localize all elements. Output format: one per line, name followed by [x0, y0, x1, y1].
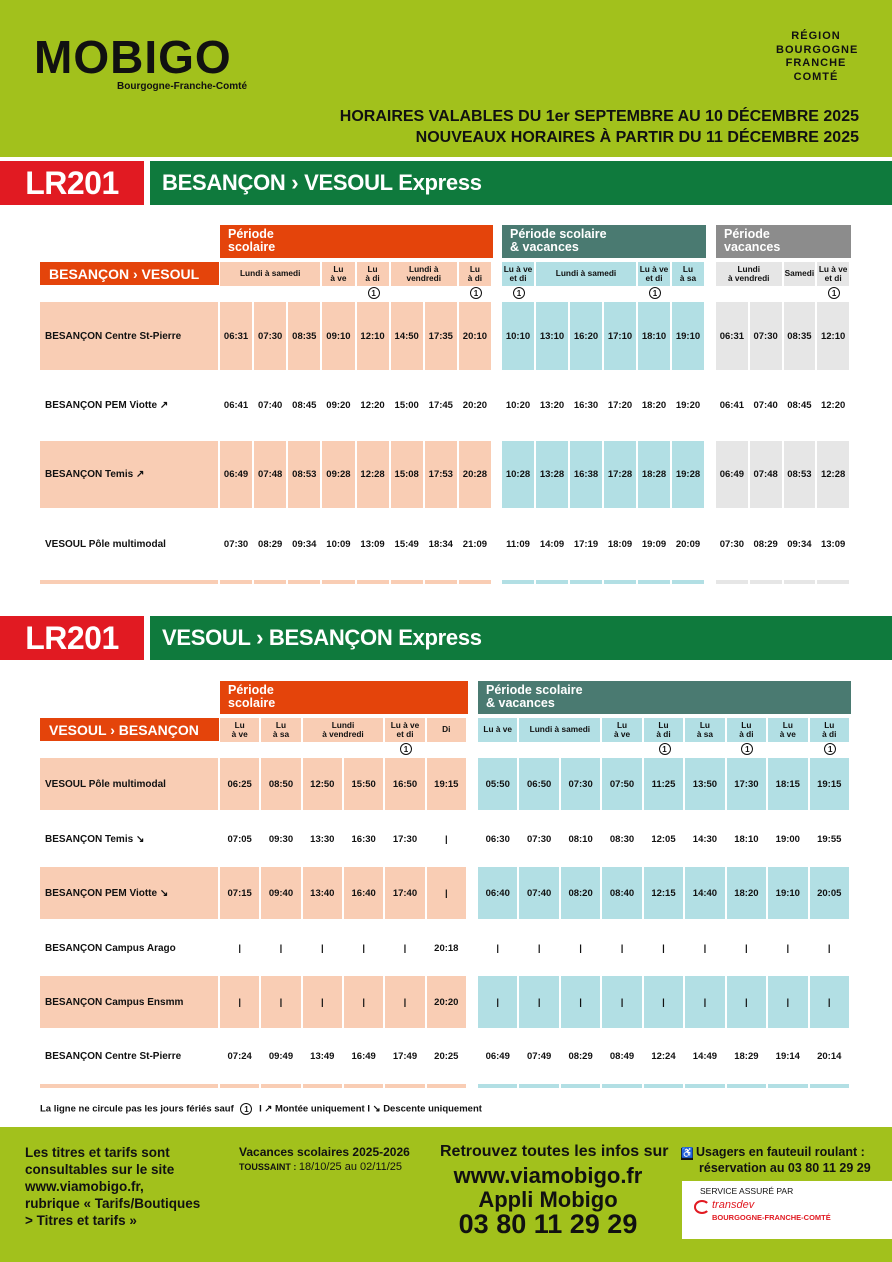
time-cell: 11:09: [506, 538, 530, 550]
time-cell: 15:49: [394, 538, 419, 550]
note-1-icon: 1: [400, 743, 412, 755]
row-shade: [344, 1084, 383, 1088]
day-header: Lu à ve et di: [638, 262, 670, 286]
time-cell: 12:20: [360, 400, 385, 411]
time-cell: 18:10: [734, 833, 759, 845]
time-cell: 14:49: [692, 1050, 718, 1062]
note-1-icon: 1: [659, 743, 671, 755]
time-cell: 20:14: [817, 1050, 842, 1062]
time-cell: 13:40: [310, 887, 335, 899]
time-cell: 07:30: [223, 538, 249, 550]
period-header: Période scolaire: [220, 225, 493, 258]
row-shade: [570, 580, 602, 584]
time-cell: 08:30: [609, 833, 635, 845]
time-cell: 18:10: [641, 330, 667, 342]
row-shade: [810, 1084, 849, 1088]
stop-name: BESANÇON Campus Ensmm: [40, 976, 218, 1028]
row-shade: [750, 580, 782, 584]
time-cell: 17:45: [428, 400, 453, 411]
time-cell: 09:40: [268, 887, 294, 899]
time-cell: 08:20: [568, 887, 593, 899]
time-cell: |: [745, 942, 748, 954]
region-line: BOURGOGNE: [776, 43, 859, 56]
stop-name: BESANÇON Temis ↗: [40, 441, 218, 508]
day-header: Lu à sa: [672, 262, 704, 286]
legend-text: La ligne ne circule pas les jours fériés sauf: [40, 1103, 234, 1115]
tariffs-info: Les titres et tarifs sont consultables sur le site www.viamobigo.fr, rubrique « Tarifs/Boutiques > Titres et tarifs »: [25, 1145, 201, 1228]
row-shade: [519, 1084, 558, 1088]
row-shade: [602, 1084, 641, 1088]
stop-name: BESANÇON Centre St-Pierre: [40, 302, 218, 370]
route-title: BESANÇON › VESOUL Express: [150, 161, 892, 205]
row-shade: [459, 580, 491, 584]
day-header: Lundi à samedi: [536, 262, 636, 286]
day-header: Lu à di: [727, 718, 766, 742]
time-cell: 16:40: [351, 887, 376, 899]
period-header: Période vacances: [716, 225, 851, 258]
time-cell: 09:20: [326, 400, 351, 411]
time-cell: 17:40: [392, 887, 418, 899]
time-cell: 20:25: [434, 1050, 459, 1062]
time-cell: 12:50: [310, 778, 335, 790]
row-shade: [561, 1084, 600, 1088]
stop-name: BESANÇON Centre St-Pierre: [45, 1050, 182, 1062]
time-cell: 06:31: [223, 330, 249, 342]
time-cell: |: [827, 942, 831, 954]
route-bar: [0, 616, 892, 660]
time-cell: 12:15: [651, 887, 676, 899]
time-cell: 17:19: [573, 538, 599, 550]
time-cell: |: [703, 942, 707, 954]
time-cell: 19:09: [641, 538, 667, 550]
time-cell: 17:20: [607, 400, 633, 411]
header: [0, 0, 892, 157]
note-1-icon: 1: [741, 743, 753, 755]
time-cell: 06:49: [719, 469, 745, 480]
direction-label: BESANÇON › VESOUL: [40, 262, 219, 285]
note-1-icon: 1: [828, 287, 840, 299]
time-cell: 19:20: [675, 400, 701, 411]
time-cell: 06:25: [227, 778, 252, 790]
time-cell: 07:30: [568, 778, 593, 790]
phone-number[interactable]: 03 80 11 29 29: [458, 1209, 638, 1239]
time-cell: 08:29: [753, 538, 778, 550]
time-cell: 15:00: [394, 400, 419, 411]
day-header: Lu à sa: [261, 718, 300, 742]
operator-name: transdev: [712, 1199, 755, 1211]
time-cell: |: [444, 833, 448, 845]
time-cell: 08:10: [568, 833, 593, 845]
time-cell: |: [279, 996, 283, 1008]
time-cell: |: [496, 942, 500, 954]
row-shade: [357, 580, 389, 584]
time-cell: 19:15: [817, 778, 842, 790]
time-cell: 20:20: [462, 400, 488, 411]
row-shade: [685, 1084, 724, 1088]
note-1-icon: 1: [513, 287, 525, 299]
stop-name: BESANÇON Campus Arago: [45, 942, 176, 954]
row-shade: [303, 1084, 342, 1088]
day-header: Lu à ve: [768, 718, 807, 742]
day-header: Lu à sa: [685, 718, 724, 742]
time-cell: |: [238, 996, 241, 1008]
time-cell: 07:30: [753, 330, 778, 342]
time-cell: 07:30: [258, 330, 283, 342]
note-1-icon: 1: [649, 287, 661, 299]
time-cell: 07:15: [227, 887, 252, 899]
time-cell: 13:09: [820, 538, 846, 550]
time-cell: 16:50: [392, 778, 418, 790]
time-cell: 15:50: [351, 778, 376, 790]
row-shade: [254, 580, 286, 584]
holidays-info: TOUSSAINT : 18/10/25 au 02/11/25: [239, 1161, 403, 1173]
period-header: Période scolaire & vacances: [502, 225, 706, 258]
route-title: VESOUL › BESANÇON Express: [150, 616, 892, 660]
period-header: Période scolaire & vacances: [478, 681, 851, 714]
time-cell: |: [537, 996, 541, 1008]
row-shade: [40, 1084, 218, 1088]
row-shade: [261, 1084, 300, 1088]
day-header: Di: [427, 718, 466, 742]
day-header: Lundi à samedi: [519, 718, 600, 742]
day-header: Lundi à samedi: [220, 262, 320, 286]
time-cell: 17:30: [734, 778, 759, 790]
time-cell: |: [786, 996, 790, 1008]
mobigo-logo: MOBIGO: [34, 31, 232, 83]
region-line: COMTÉ: [793, 70, 839, 83]
time-cell: 06:41: [223, 400, 249, 411]
time-cell: 18:34: [428, 538, 453, 550]
row-shade: [427, 1084, 466, 1088]
time-cell: 18:09: [607, 538, 633, 550]
time-cell: 10:09: [326, 538, 351, 550]
time-cell: 06:40: [485, 887, 510, 899]
time-cell: |: [320, 942, 324, 954]
time-cell: 10:20: [505, 400, 531, 411]
time-cell: 15:08: [394, 469, 419, 480]
time-cell: 17:35: [428, 330, 453, 342]
time-cell: |: [537, 942, 541, 954]
time-cell: 14:09: [539, 538, 565, 550]
day-header: Lu à ve et di: [385, 718, 424, 742]
validity-line: NOUVEAUX HORAIRES À PARTIR DU 11 DÉCEMBRE 2025: [415, 129, 859, 146]
time-cell: 18:29: [734, 1050, 759, 1062]
row-shade: [502, 580, 534, 584]
time-cell: 16:49: [351, 1050, 376, 1062]
day-header: Lu à ve: [220, 718, 259, 742]
stop-name: BESANÇON Temis ↘: [45, 833, 145, 845]
legend-down: ↘ Descente uniquement: [372, 1103, 482, 1115]
time-cell: 12:05: [651, 833, 676, 845]
row-shade: [727, 1084, 766, 1088]
time-cell: 08:45: [292, 400, 317, 411]
row-shade: [40, 580, 218, 584]
day-header: Lundi à vendredi: [391, 262, 457, 286]
day-header: Lu à ve et di: [502, 262, 534, 286]
time-cell: 13:20: [539, 400, 565, 411]
row-shade: [220, 1084, 259, 1088]
day-header: Lu à ve: [478, 718, 517, 742]
time-cell: |: [320, 996, 324, 1008]
row-shade: [536, 580, 568, 584]
time-cell: 07:49: [527, 1050, 552, 1062]
time-cell: 08:45: [787, 400, 812, 411]
time-cell: 06:30: [485, 833, 510, 845]
time-cell: 17:28: [607, 469, 633, 480]
transdev-logo-icon: [694, 1200, 710, 1214]
day-header: Lu à di: [810, 718, 849, 742]
time-cell: 16:38: [573, 469, 599, 480]
time-cell: |: [496, 996, 500, 1008]
row-shade: [385, 1084, 424, 1088]
time-cell: 07:48: [753, 469, 778, 480]
time-cell: 08:49: [609, 1050, 635, 1062]
time-cell: |: [620, 942, 624, 954]
time-cell: 07:48: [258, 469, 283, 480]
time-cell: 10:10: [505, 330, 531, 342]
time-cell: 12:24: [651, 1050, 676, 1062]
note-1-icon: 1: [824, 743, 836, 755]
day-header: Lu à di: [459, 262, 491, 286]
time-cell: 06:49: [223, 469, 249, 480]
time-cell: 09:28: [326, 469, 351, 480]
time-cell: |: [579, 996, 582, 1008]
time-cell: 09:30: [268, 833, 294, 845]
row-shade: [220, 580, 252, 584]
row-shade: [784, 580, 816, 584]
time-cell: |: [786, 942, 790, 954]
time-cell: 09:34: [787, 538, 812, 550]
note-1-icon: 1: [470, 287, 482, 299]
time-cell: |: [620, 996, 624, 1008]
time-cell: 20:09: [675, 538, 701, 550]
time-cell: 19:00: [775, 833, 800, 845]
time-cell: 16:30: [351, 833, 376, 845]
row-shade: [716, 580, 748, 584]
time-cell: 17:49: [392, 1050, 418, 1062]
row-shade: [768, 1084, 807, 1088]
time-cell: 06:50: [527, 778, 552, 790]
operator-box: [682, 1181, 892, 1239]
time-cell: 08:35: [787, 330, 812, 342]
day-header: Lu à ve: [602, 718, 641, 742]
time-cell: 08:40: [609, 887, 635, 899]
time-cell: |: [403, 942, 407, 954]
time-cell: 07:40: [753, 400, 778, 411]
time-cell: 19:10: [775, 887, 800, 899]
time-cell: 07:24: [227, 1050, 252, 1062]
route-bar: [0, 161, 892, 205]
day-header: Samedi: [784, 262, 816, 286]
line-code: LR201: [0, 616, 144, 660]
time-cell: 16:30: [573, 400, 599, 411]
time-cell: 16:20: [573, 330, 599, 342]
time-cell: 08:53: [787, 469, 812, 480]
time-cell: 13:09: [360, 538, 385, 550]
time-cell: 07:30: [719, 538, 745, 550]
time-cell: 14:50: [394, 330, 419, 342]
app-name: Appli Mobigo: [478, 1187, 618, 1212]
wheelchair-info: ♿ Usagers en fauteuil roulant : réservation au 03 80 11 29 29: [681, 1145, 871, 1175]
operator-region: BOURGOGNE-FRANCHE-COMTÉ: [712, 1213, 831, 1222]
info-title: Retrouvez toutes les infos sur: [440, 1143, 669, 1160]
holidays-title: Vacances scolaires 2025-2026: [239, 1145, 410, 1159]
day-header: Lundi à vendredi: [303, 718, 384, 742]
time-cell: 11:25: [651, 778, 676, 790]
time-cell: 17:10: [607, 330, 633, 342]
row-shade: [391, 580, 423, 584]
row-shade: [288, 580, 320, 584]
validity-notice: [340, 106, 859, 148]
day-header: Lu à di: [357, 262, 389, 286]
time-cell: 21:09: [462, 538, 488, 550]
service-label: SERVICE ASSURÉ PAR: [700, 1186, 794, 1196]
direction-label: VESOUL › BESANÇON: [40, 718, 219, 741]
time-cell: 08:35: [292, 330, 317, 342]
stop-name: VESOUL Pôle multimodal: [40, 758, 218, 810]
time-cell: 13:50: [692, 778, 718, 790]
time-cell: 08:53: [292, 469, 317, 480]
day-header: Lundi à vendredi: [716, 262, 782, 286]
row-shade: [672, 580, 704, 584]
stop-name: VESOUL Pôle multimodal: [45, 538, 166, 550]
time-cell: 18:28: [641, 469, 667, 480]
note-1-icon: 1: [368, 287, 380, 299]
time-cell: 13:49: [310, 1050, 335, 1062]
time-cell: |: [662, 942, 665, 954]
line-code: LR201: [0, 161, 144, 205]
time-cell: 09:49: [268, 1050, 294, 1062]
time-cell: 07:05: [227, 833, 252, 845]
row-shade: [425, 580, 457, 584]
time-cell: 08:50: [268, 778, 294, 790]
time-cell: 17:30: [392, 833, 418, 845]
time-cell: 19:55: [817, 833, 842, 845]
day-header: Lu à ve: [322, 262, 354, 286]
time-cell: 08:29: [258, 538, 283, 550]
row-shade: [478, 1084, 517, 1088]
region-line: RÉGION: [791, 30, 841, 42]
time-cell: 07:40: [527, 887, 552, 899]
logo-subtitle: Bourgogne-Franche-Comté: [117, 81, 247, 92]
time-cell: |: [403, 996, 407, 1008]
time-cell: 07:50: [609, 778, 635, 790]
time-cell: 18:15: [775, 778, 800, 790]
time-cell: 13:30: [310, 833, 335, 845]
time-cell: |: [362, 996, 365, 1008]
time-cell: 12:10: [820, 330, 846, 342]
stop-name: BESANÇON PEM Viotte ↗: [45, 400, 169, 411]
validity-line: HORAIRES VALABLES DU 1er SEPTEMBRE AU 10 DÉCEMBRE 2025: [339, 108, 859, 125]
time-cell: 18:20: [734, 887, 759, 899]
time-cell: |: [279, 942, 283, 954]
row-shade: [644, 1084, 683, 1088]
time-cell: 19:14: [775, 1050, 800, 1062]
time-cell: 20:20: [434, 996, 459, 1008]
time-cell: 14:40: [692, 887, 718, 899]
region-line: FRANCHE: [785, 57, 847, 69]
time-cell: 20:28: [462, 469, 488, 480]
row-shade: [638, 580, 670, 584]
time-cell: 12:28: [360, 469, 385, 480]
time-cell: |: [745, 996, 748, 1008]
time-cell: 08:29: [568, 1050, 593, 1062]
website-link[interactable]: www.viamobigo.fr: [453, 1163, 643, 1188]
time-cell: |: [579, 942, 582, 954]
row-shade: [604, 580, 636, 584]
time-cell: 06:31: [719, 330, 745, 342]
time-cell: 20:10: [462, 330, 488, 342]
time-cell: 07:40: [258, 400, 283, 411]
time-cell: 19:10: [675, 330, 701, 342]
day-header: Lu à ve et di: [817, 262, 849, 286]
time-cell: 12:20: [820, 400, 846, 411]
period-header: Période scolaire: [220, 681, 468, 714]
time-cell: 06:41: [719, 400, 745, 411]
time-cell: 13:10: [539, 330, 565, 342]
time-cell: 19:28: [675, 469, 701, 480]
legend-up: ↗ Montée uniquement: [264, 1103, 365, 1115]
time-cell: 19:15: [434, 778, 459, 790]
time-cell: |: [827, 996, 831, 1008]
time-cell: 10:28: [505, 469, 531, 480]
time-cell: 18:20: [641, 400, 667, 411]
time-cell: 07:30: [527, 833, 552, 845]
region-logo: [776, 30, 859, 84]
time-cell: 17:53: [428, 469, 453, 480]
time-cell: 05:50: [485, 778, 510, 790]
stop-name: BESANÇON PEM Viotte ↘: [40, 867, 218, 919]
time-cell: |: [362, 942, 365, 954]
time-cell: |: [703, 996, 707, 1008]
time-cell: 09:34: [292, 538, 317, 550]
note-1-icon: 1: [240, 1103, 252, 1115]
time-cell: 20:05: [817, 887, 842, 899]
legend: La ligne ne circule pas les jours fériés sauf 1 I ↗ Montée uniquement I ↘ Descente uniquement: [40, 1103, 482, 1115]
time-cell: 06:49: [485, 1050, 510, 1062]
time-cell: 12:28: [820, 469, 846, 480]
time-cell: 20:18: [434, 942, 459, 954]
time-cell: 12:10: [360, 330, 385, 342]
time-cell: |: [662, 996, 665, 1008]
wheelchair-icon: ♿: [681, 1148, 694, 1159]
time-cell: 13:28: [539, 469, 565, 480]
time-cell: 09:10: [326, 330, 351, 342]
time-cell: |: [444, 887, 448, 899]
row-shade: [817, 580, 849, 584]
row-shade: [322, 580, 354, 584]
day-header: Lu à di: [644, 718, 683, 742]
time-cell: 14:30: [692, 833, 718, 845]
time-cell: |: [238, 942, 241, 954]
